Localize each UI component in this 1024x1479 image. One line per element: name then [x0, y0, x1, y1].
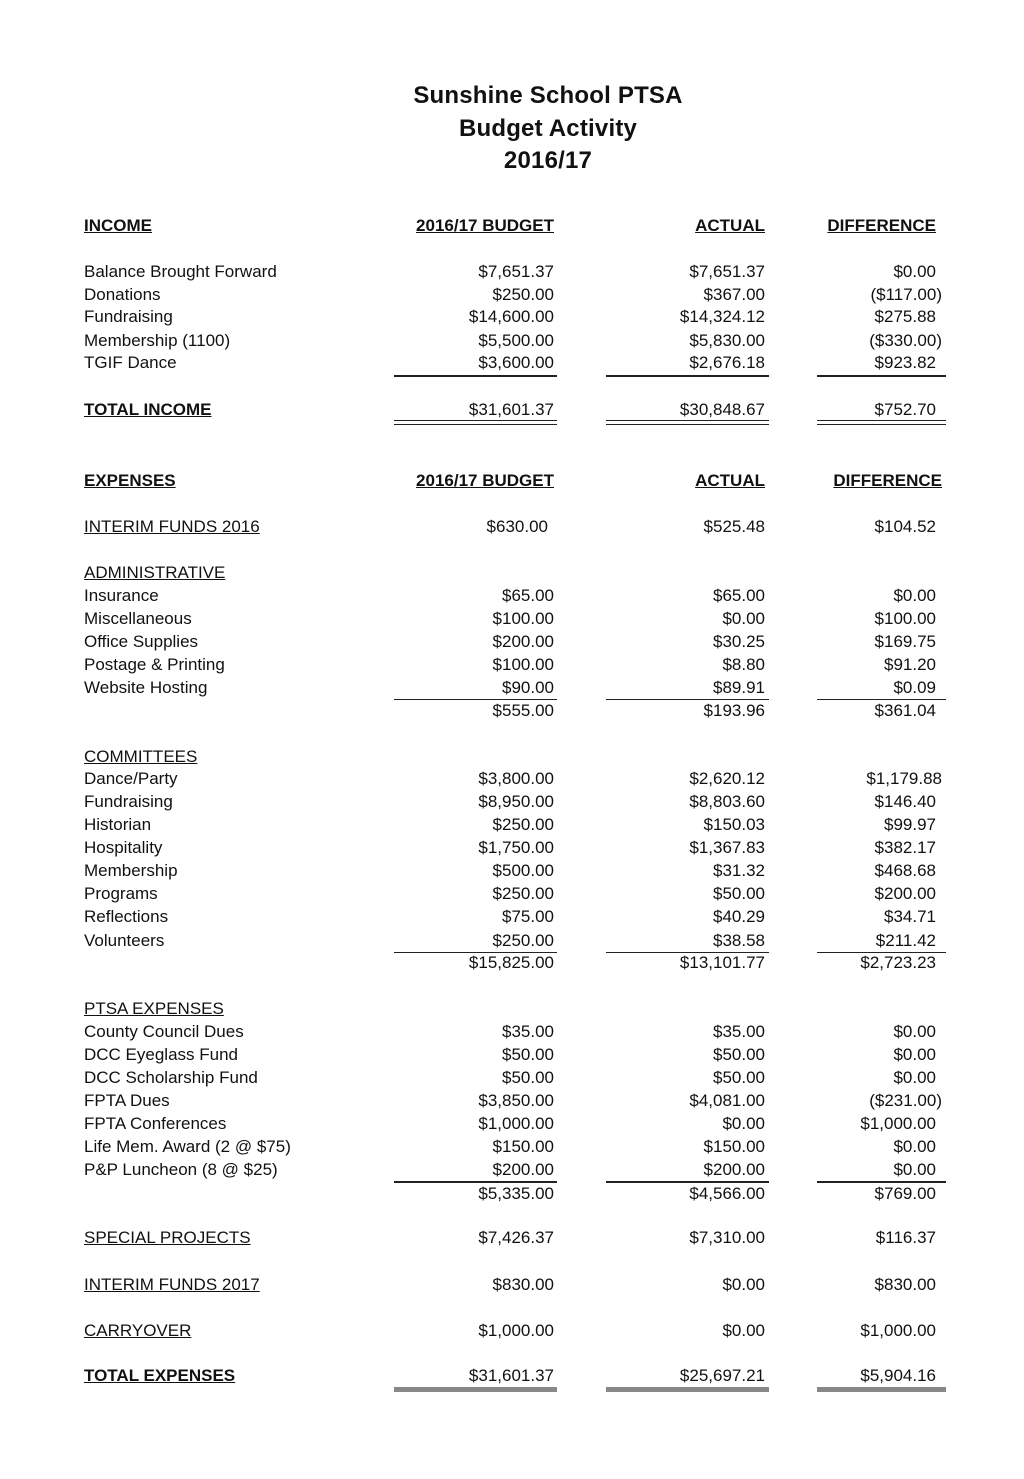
section-heading: ADMINISTRATIVE [84, 563, 226, 582]
table-row: County Council Dues $35.00 $35.00 $0.00 [84, 1022, 936, 1041]
table-row: Miscellaneous $100.00 $0.00 $100.00 [84, 609, 936, 628]
section-heading: COMMITTEES [84, 747, 198, 766]
difference-column-header: DIFFERENCE [827, 216, 936, 235]
carryover-row: CARRYOVER $1,000.00 $0.00 $1,000.00 [84, 1321, 936, 1340]
income-heading: INCOME [84, 216, 152, 235]
sum-rule [606, 375, 769, 377]
table-row: TGIF Dance $3,600.00 $2,676.18 $923.82 [84, 353, 936, 372]
table-row: Postage & Printing $100.00 $8.80 $91.20 [84, 655, 936, 674]
table-row: Donations $250.00 $367.00 ($117.00) [84, 285, 942, 304]
table-row: Fundraising $14,600.00 $14,324.12 $275.88 [84, 307, 936, 326]
total-income-row: TOTAL INCOME $31,601.37 $30,848.67 $752.70 [84, 400, 936, 419]
document-subtitle: Budget Activity [458, 115, 638, 142]
total-rule [606, 424, 769, 425]
total-rule [606, 420, 769, 421]
document-title: Sunshine School PTSA [413, 82, 683, 109]
total-rule [394, 424, 557, 425]
interim-funds-2016-row: INTERIM FUNDS 2016 $630.00 $525.48 $104.52 [84, 517, 936, 536]
total-rule [606, 1387, 769, 1392]
table-row: FPTA Dues $3,850.00 $4,081.00 ($231.00) [84, 1091, 942, 1110]
table-row: DCC Scholarship Fund $50.00 $50.00 $0.00 [84, 1068, 936, 1087]
expenses-heading: EXPENSES [84, 471, 176, 490]
sum-rule [394, 699, 557, 700]
total-rule [817, 1387, 946, 1392]
table-row: Office Supplies $200.00 $30.25 $169.75 [84, 632, 936, 651]
expenses-header-row [0, 471, 1024, 493]
table-row: Historian $250.00 $150.03 $99.97 [84, 815, 936, 834]
table-row: Hospitality $1,750.00 $1,367.83 $382.17 [84, 838, 936, 857]
total-expenses-row: TOTAL EXPENSES $31,601.37 $25,697.21 $5,904.16 [84, 1366, 936, 1385]
total-rule [817, 424, 946, 425]
interim-funds-2017-row: INTERIM FUNDS 2017 $830.00 $0.00 $830.00 [84, 1275, 936, 1294]
table-row: Fundraising $8,950.00 $8,803.60 $146.40 [84, 792, 936, 811]
actual-column-header: ACTUAL [695, 216, 765, 235]
table-row: Dance/Party $3,800.00 $2,620.12 $1,179.88 [84, 769, 942, 788]
table-row: Membership (1100) $5,500.00 $5,830.00 ($330.00) [84, 331, 942, 350]
table-row: Reflections $75.00 $40.29 $34.71 [84, 907, 936, 926]
subtotal-row: $555.00 $193.96 $361.04 [492, 701, 936, 720]
total-rule [817, 420, 946, 421]
document-year: 2016/17 [503, 147, 593, 174]
sum-rule [817, 375, 946, 377]
table-row: Volunteers $250.00 $38.58 $211.42 [84, 931, 936, 950]
section-heading: PTSA EXPENSES [84, 999, 224, 1018]
sum-rule [394, 375, 557, 377]
special-projects-row: SPECIAL PROJECTS $7,426.37 $7,310.00 $116.37 [84, 1228, 936, 1247]
sum-rule [817, 699, 946, 700]
subtotal-row: $5,335.00 $4,566.00 $769.00 [478, 1184, 936, 1203]
sum-rule [817, 1181, 946, 1183]
sum-rule [606, 1181, 769, 1183]
table-row: DCC Eyeglass Fund $50.00 $50.00 $0.00 [84, 1045, 936, 1064]
income-header-row [0, 216, 1024, 238]
difference-column-header: DIFFERENCE [833, 471, 942, 490]
budget-column-header: 2016/17 BUDGET [416, 216, 554, 235]
table-row: Balance Brought Forward $7,651.37 $7,651.37 $0.00 [84, 262, 936, 281]
table-row: Website Hosting $90.00 $89.91 $0.09 [84, 678, 936, 697]
table-row: Programs $250.00 $50.00 $200.00 [84, 884, 936, 903]
table-row: Insurance $65.00 $65.00 $0.00 [84, 586, 936, 605]
table-row: Life Mem. Award (2 @ $75) $150.00 $150.00 $0.00 [84, 1137, 936, 1156]
sum-rule [606, 699, 769, 700]
budget-column-header: 2016/17 BUDGET [416, 471, 554, 490]
table-row: P&P Luncheon (8 @ $25) $200.00 $200.00 $0.00 [84, 1160, 936, 1179]
sum-rule [394, 1181, 557, 1183]
table-row: FPTA Conferences $1,000.00 $0.00 $1,000.00 [84, 1114, 936, 1133]
subtotal-row: $15,825.00 $13,101.77 $2,723.23 [468, 953, 936, 972]
table-row: Membership $500.00 $31.32 $468.68 [84, 861, 936, 880]
total-rule [394, 1387, 557, 1392]
actual-column-header: ACTUAL [695, 471, 765, 490]
total-rule [394, 420, 557, 421]
